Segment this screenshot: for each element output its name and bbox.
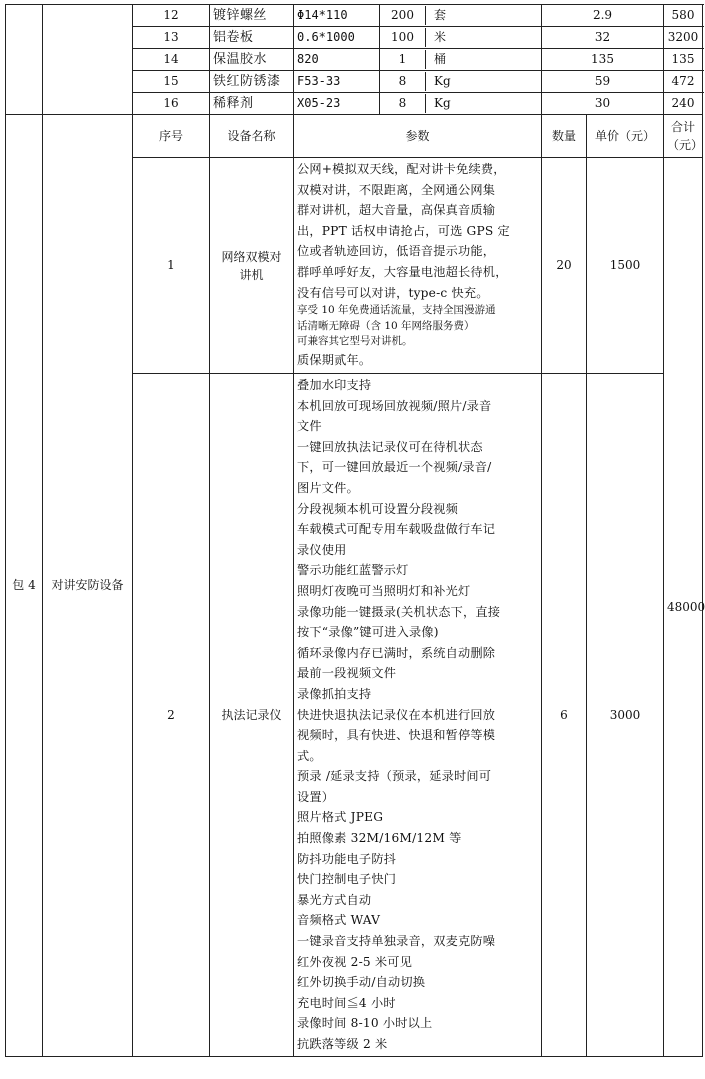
param-line: 文件 (297, 419, 322, 434)
param-line: 红外切换手动/自动切换 (297, 975, 426, 990)
param-line: 享受 10 年免费通话流量，支持全国漫游通 (297, 304, 496, 317)
device-name: 执法记录仪 (210, 374, 294, 1057)
param-line: 照明灯夜晚可当照明灯和补光灯 (297, 583, 471, 598)
material-no: 12 (133, 5, 210, 27)
param-line: 叠加水印支持 (297, 378, 372, 392)
material-qty-unit (380, 71, 542, 93)
param-line: 没有信号可以对讲，type-c 快充。 (297, 285, 489, 300)
package-section (6, 115, 703, 1057)
header-total: 合计（元） (664, 115, 703, 158)
param-line: 红外夜视 2-5 米可见 (297, 954, 413, 969)
device-no: 1 (133, 158, 210, 374)
material-rows (6, 5, 703, 115)
param-line: 快进快退执法记录仪在本机进行回放 (297, 707, 496, 722)
material-price: 59 (542, 71, 664, 93)
material-price: 32 (542, 27, 664, 49)
param-line: 暴光方式自动 (297, 892, 372, 907)
material-name: 铝卷板 (210, 27, 294, 49)
param-line: 一键回放执法记录仪可在待机状态 (297, 439, 483, 454)
param-line: 位或者轨迹回访，低语音提示功能， (297, 244, 496, 259)
header-row (6, 115, 703, 158)
package-label: 包 4 (6, 115, 43, 1057)
material-qty-unit (380, 49, 542, 71)
material-no: 13 (133, 27, 210, 49)
param-line: 警示功能红蓝警示灯 (297, 563, 409, 578)
material-unit: 米 (434, 30, 447, 44)
material-name: 镀锌螺丝 (210, 5, 294, 27)
param-line: 群对讲机，超大音量，高保真音质输 (297, 203, 496, 218)
material-total: 580 (664, 5, 703, 27)
material-spec: X05-23 (294, 93, 380, 115)
param-line: 抗跌落等级 2 米 (297, 1037, 388, 1051)
param-line: 图片文件。 (297, 480, 359, 495)
material-no: 14 (133, 49, 210, 71)
material-unit: Kg (434, 96, 451, 110)
param-line: 视频时，具有快进、快退和暂停等模 (297, 728, 496, 743)
procurement-table (5, 4, 703, 1057)
param-line: 本机回放可现场回放视频/照片/录音 (297, 398, 492, 413)
material-qty: 8 (380, 94, 426, 113)
device-price: 3000 (587, 374, 664, 1057)
device-qty: 20 (542, 158, 587, 374)
param-line: 最前一段视频文件 (297, 666, 397, 681)
material-price: 2.9 (542, 5, 664, 27)
material-no: 15 (133, 71, 210, 93)
material-price: 135 (542, 49, 664, 71)
header-no: 序号 (133, 115, 210, 158)
param-line: 公网+模拟双天线，配对讲卡免续费， (297, 162, 506, 176)
param-line: 录像时间 8-10 小时以上 (297, 1016, 433, 1031)
param-line: 一键录音支持单独录音，双麦克防噪 (297, 934, 496, 949)
param-line: 车载模式可配专用车载吸盘做行车记 (297, 522, 496, 537)
param-line: 防抖功能电子防抖 (297, 851, 397, 866)
material-name: 铁红防锈漆 (210, 71, 294, 93)
package-total: 48000 (664, 158, 703, 1057)
material-total: 3200 (664, 27, 703, 49)
device-params (294, 158, 542, 374)
material-total: 135 (664, 49, 703, 71)
material-qty-unit (380, 5, 542, 27)
param-line: 质保期贰年。 (297, 352, 372, 367)
device-no: 2 (133, 374, 210, 1057)
param-line: 话清晰无障碍（含 10 年网络服务费） (297, 319, 475, 332)
material-unit: 桶 (434, 52, 447, 66)
device-params (294, 374, 542, 1057)
param-line: 群呼单呼好友，大容量电池超长待机， (297, 264, 508, 279)
param-line: 音频格式 WAV (297, 913, 381, 928)
param-line: 双模对讲，不限距离，全网通公网集 (297, 182, 496, 197)
param-line: 循环录像内存已满时，系统自动删除 (297, 645, 496, 660)
device-qty: 6 (542, 374, 587, 1057)
param-line: 照片格式 JPEG (297, 810, 384, 825)
param-line: 设置） (297, 789, 335, 804)
package-cell-blank (6, 5, 43, 115)
header-qty: 数量 (542, 115, 587, 158)
material-qty: 100 (380, 28, 426, 47)
param-line: 分段视频本机可设置分段视频 (297, 501, 459, 516)
header-params: 参数 (294, 115, 542, 158)
material-qty: 1 (380, 50, 426, 69)
param-line: 式。 (297, 748, 322, 763)
param-line: 录像功能一键摄录(关机状态下，直接 (297, 604, 501, 619)
header-name: 设备名称 (210, 115, 294, 158)
material-qty-unit (380, 27, 542, 49)
param-line: 出，PPT 话权申请抢占，可选 GPS 定 (297, 223, 510, 238)
material-spec: 0.6*1000 (294, 27, 380, 49)
param-line: 可兼容其它型号对讲机。 (297, 335, 413, 348)
param-line: 录像抓拍支持 (297, 686, 372, 701)
package-name-cell-blank (43, 5, 133, 115)
material-row (6, 5, 703, 27)
material-total: 472 (664, 71, 703, 93)
param-line: 快门控制电子快门 (297, 872, 397, 887)
material-name: 稀释剂 (210, 93, 294, 115)
material-qty: 8 (380, 72, 426, 91)
device-name: 网络双模对讲机 (210, 158, 294, 374)
param-line: 预录 /延录支持（预录，延录时间可 (297, 769, 492, 784)
param-line: 充电时间≦4 小时 (297, 995, 396, 1010)
package-name: 对讲安防设备 (43, 115, 133, 1057)
device-price: 1500 (587, 158, 664, 374)
material-qty: 200 (380, 6, 426, 25)
material-name: 保温胶水 (210, 49, 294, 71)
material-spec: Φ14*110 (294, 5, 380, 27)
header-price: 单价（元） (587, 115, 664, 158)
param-line: 录仪使用 (297, 542, 347, 557)
material-total: 240 (664, 93, 703, 115)
param-line: 按下“录像”键可进入录像) (297, 625, 439, 640)
material-no: 16 (133, 93, 210, 115)
material-unit: 套 (434, 8, 447, 22)
material-spec: F53-33 (294, 71, 380, 93)
param-line: 拍照像素 32M/16M/12M 等 (297, 831, 462, 846)
material-spec: 820 (294, 49, 380, 71)
material-price: 30 (542, 93, 664, 115)
material-qty-unit (380, 93, 542, 115)
material-unit: Kg (434, 74, 451, 88)
param-line: 下，可一键回放最近一个视频/录音/ (297, 460, 492, 475)
